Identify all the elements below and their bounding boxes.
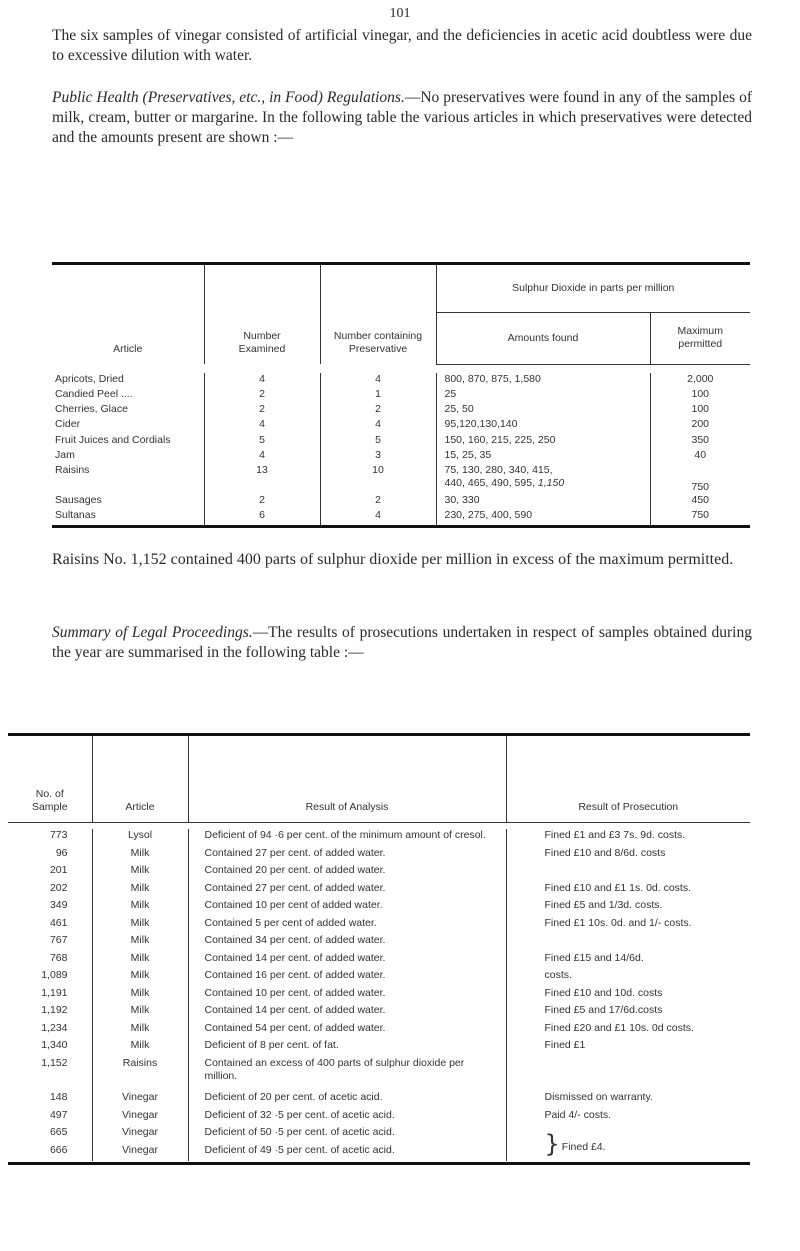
cell-article: Sultanas [52,509,204,524]
header-amounts-found: Amounts found [436,312,650,364]
cell-prosecution: Fined £1 and £3 7s. 9d. costs. [544,829,686,842]
cell-containing: 3 [320,449,436,464]
spacer-row [52,525,750,527]
table-row [52,494,750,509]
table-row [8,1022,750,1039]
cell-examined: 13 [204,464,320,494]
cell-article: Milk [92,934,188,951]
cell-prosecution [506,934,750,951]
cell-examined: 2 [204,403,320,418]
header-number-examined: Number Examined [204,264,320,365]
cell-prosecution: Fined £1 [544,1039,586,1052]
cell-maximum: 40 [694,448,707,461]
cell-prosecution: Fined £10 and £1 1s. 0d. costs. [544,881,692,894]
cell-result: Deficient of 8 per cent. of fat. [188,1039,506,1056]
cell-examined: 5 [204,434,320,449]
cell-article: Candied Peel .... [52,388,204,403]
regulations-title: Public Health (Preservatives, etc., in Food) Regulations. [52,89,405,106]
cell-amounts [436,464,650,494]
table-row [8,1126,750,1143]
cell-result: Contained an excess of 400 parts of sulphur dioxide per million. [188,1057,506,1092]
cell-examined: 4 [204,449,320,464]
table-row [52,464,750,494]
cell-examined: 6 [204,509,320,524]
table-row [8,864,750,881]
cell-sample-no: 768 [8,952,92,969]
regulations-paragraph [52,88,752,148]
cell-prosecution: costs. [544,969,572,982]
cell-sample-no: 1,192 [8,1004,92,1021]
legal-proceedings-table [8,733,750,1165]
cell-article: Fruit Juices and Cordials [52,434,204,449]
brace-glyph: } [544,1129,560,1158]
header-sulphur-dioxide: Sulphur Dioxide in parts per million [436,264,750,313]
cell-maximum: 200 [691,418,710,431]
table-row [8,969,750,986]
amounts-text: 15, 25, 35 [444,448,492,461]
cell-amounts [436,403,650,418]
legal-paragraph [52,623,752,663]
legal-title: Summary of Legal Proceedings. [52,624,253,641]
cell-result: Contained 54 per cent. of added water. [188,1022,506,1039]
cell-result: Deficient of 94 ·6 per cent. of the minimum amount of cresol. [188,829,506,846]
header-article2: Article [92,735,188,823]
cell-article: Vinegar [92,1126,188,1143]
cell-result: Deficient of 32 ·5 per cent. of acetic acid. [188,1109,506,1126]
cell-article: Sausages [52,494,204,509]
cell-amounts [436,418,650,433]
cell-article: Milk [92,899,188,916]
table-row [52,388,750,403]
cell-examined: 2 [204,388,320,403]
cell-article: Vinegar [92,1091,188,1108]
cell-prosecution [506,1057,750,1092]
cell-sample-no: 1,234 [8,1022,92,1039]
cell-prosecution: Fined £10 and 8/6d. costs [544,846,666,859]
legal-text: —The results of prosecutions undertaken in respect of samples obtained during the year are summarised in the following table :— [52,624,752,661]
table-row [8,847,750,864]
cell-result: Contained 14 per cent. of added water. [188,1004,506,1021]
cell-article: Milk [92,1022,188,1039]
table-row [8,1091,750,1108]
spacer-row [52,364,750,373]
preservatives-table [52,262,750,528]
cell-amounts [436,373,650,388]
cell-article: Lysol [92,829,188,846]
cell-sample-no: 666 [8,1144,92,1161]
cell-sample-no: 201 [8,864,92,881]
amounts-text: 25, 50 [444,403,474,416]
cell-amounts [436,449,650,464]
cell-sample-no: 773 [8,829,92,846]
header-sample-no: No. of Sample [8,735,92,823]
cell-article: Vinegar [92,1144,188,1161]
cell-article: Milk [92,882,188,899]
cell-containing: 4 [320,373,436,388]
table-row [52,434,750,449]
cell-prosecution: Fined £5 and 1/3d. costs. [544,899,663,912]
cell-maximum: 100 [691,387,710,400]
cell-prosecution-brace [506,1126,750,1161]
cell-sample-no: 1,340 [8,1039,92,1056]
cell-prosecution: Fined £1 10s. 0d. and 1/- costs. [544,916,692,929]
raisins-note: Raisins No. 1,152 contained 400 parts of sulphur dioxide per million in excess of the maximum permitted. [52,551,734,568]
table-row [8,1109,750,1126]
table-row [8,899,750,916]
cell-prosecution: Fined £15 and 14/6d. [544,951,644,964]
cell-article: Milk [92,917,188,934]
header-maximum-permitted: Maximum permitted [650,312,750,364]
cell-result: Contained 10 per cent of added water. [188,899,506,916]
cell-containing: 5 [320,434,436,449]
cell-result: Contained 5 per cent of added water. [188,917,506,934]
cell-article: Milk [92,952,188,969]
cell-sample-no: 96 [8,847,92,864]
cell-sample-no: 1,191 [8,987,92,1004]
cell-prosecution: Fined £10 and 10d. costs [544,986,663,999]
cell-result: Deficient of 49 ·5 per cent. of acetic acid. [188,1144,506,1161]
cell-examined: 4 [204,418,320,433]
cell-article: Jam [52,449,204,464]
cell-examined: 2 [204,494,320,509]
cell-article: Vinegar [92,1109,188,1126]
cell-containing: 2 [320,403,436,418]
cell-result: Contained 14 per cent. of added water. [188,952,506,969]
cell-prosecution: Fined £5 and 17/6d.costs [544,1004,663,1017]
cell-article: Cherries, Glace [52,403,204,418]
header-result-analysis: Result of Analysis [188,735,506,823]
table-row [8,1004,750,1021]
cell-prosecution: Fined £20 and £1 10s. 0d costs. [544,1021,694,1034]
amounts-text: 230, 275, 400, 590 [444,509,533,522]
cell-result: Deficient of 50 ·5 per cent. of acetic acid. [188,1126,506,1143]
cell-prosecution [506,864,750,881]
cell-amounts [436,388,650,403]
amounts-text: 95,120,130,140 [444,418,518,431]
table-row [8,917,750,934]
cell-amounts [436,494,650,509]
cell-result: Contained 10 per cent. of added water. [188,987,506,1004]
spacer-cell [8,1161,750,1163]
cell-sample-no: 767 [8,934,92,951]
cell-sample-no: 497 [8,1109,92,1126]
cell-maximum: 450 [691,494,710,507]
table-row [52,509,750,524]
cell-article: Apricots, Dried [52,373,204,388]
table-row [8,934,750,951]
table-row [52,373,750,388]
amounts-text: 25 [444,387,457,400]
intro-paragraph: The six samples of vinegar consisted of artificial vinegar, and the deficiencies in acetic acid doubtless were due to excessive dilution with water. [52,27,752,64]
amounts-text-cont: 440, 465, 490, 595, [444,476,538,489]
table-row [8,829,750,846]
cell-amounts [436,509,650,524]
cell-sample-no: 1,152 [8,1057,92,1092]
cell-article: Milk [92,847,188,864]
table-row [8,1039,750,1056]
amounts-excess: 1,150 [537,476,565,489]
cell-article: Milk [92,987,188,1004]
table-row [8,952,750,969]
cell-containing: 1 [320,388,436,403]
cell-result: Contained 20 per cent. of added water. [188,864,506,881]
cell-containing: 4 [320,509,436,524]
cell-article: Cider [52,418,204,433]
amounts-text: 75, 130, 280, 340, 415, [444,463,553,476]
cell-article: Milk [92,864,188,881]
cell-sample-no: 665 [8,1126,92,1143]
cell-article: Raisins [92,1057,188,1092]
cell-article: Milk [92,1004,188,1021]
spacer-cell [52,525,750,527]
spacer-cell [52,364,750,373]
amounts-text: 30, 330 [444,494,480,507]
cell-article: Milk [92,969,188,986]
table-row [8,882,750,899]
cell-result: Contained 16 per cent. of added water. [188,969,506,986]
cell-sample-no: 148 [8,1091,92,1108]
cell-sample-no: 202 [8,882,92,899]
table-row [8,1057,750,1092]
cell-amounts [436,434,650,449]
cell-sample-no: 461 [8,917,92,934]
brace-text: Fined £4. [561,1140,606,1153]
cell-result: Contained 27 per cent. of added water. [188,847,506,864]
cell-article: Milk [92,1039,188,1056]
table-row [52,403,750,418]
cell-article: Raisins [52,464,204,494]
spacer-row [8,1161,750,1163]
table-row [8,987,750,1004]
cell-containing: 10 [320,464,436,494]
cell-maximum: 350 [691,433,710,446]
cell-maximum: 100 [691,403,710,416]
page-number: 101 [389,6,411,21]
cell-containing: 4 [320,418,436,433]
table-row [52,449,750,464]
cell-sample-no: 1,089 [8,969,92,986]
header-number-containing: Number containing Preservative [320,264,436,365]
cell-prosecution: Dismissed on warranty. [544,1091,653,1104]
cell-result: Contained 27 per cent. of added water. [188,882,506,899]
cell-maximum: 2,000 [687,372,714,385]
header-article: Article [52,264,204,365]
cell-maximum: 750 [691,481,710,494]
header-result-prosecution: Result of Prosecution [506,735,750,823]
cell-result: Contained 34 per cent. of added water. [188,934,506,951]
cell-prosecution: Paid 4/- costs. [544,1108,612,1121]
cell-examined: 4 [204,373,320,388]
regulations-text: —No preservatives were found in any of the samples of milk, cream, butter or margarine. In the following table the various articles in which preservatives were detected and the amounts present are shown :— [52,89,753,146]
cell-containing: 2 [320,494,436,509]
cell-maximum: 750 [691,509,710,522]
amounts-text: 150, 160, 215, 225, 250 [444,433,556,446]
cell-sample-no: 349 [8,899,92,916]
cell-result: Deficient of 20 per cent. of acetic acid. [188,1091,506,1108]
amounts-text: 800, 870, 875, 1,580 [444,372,541,385]
table-row [52,418,750,433]
